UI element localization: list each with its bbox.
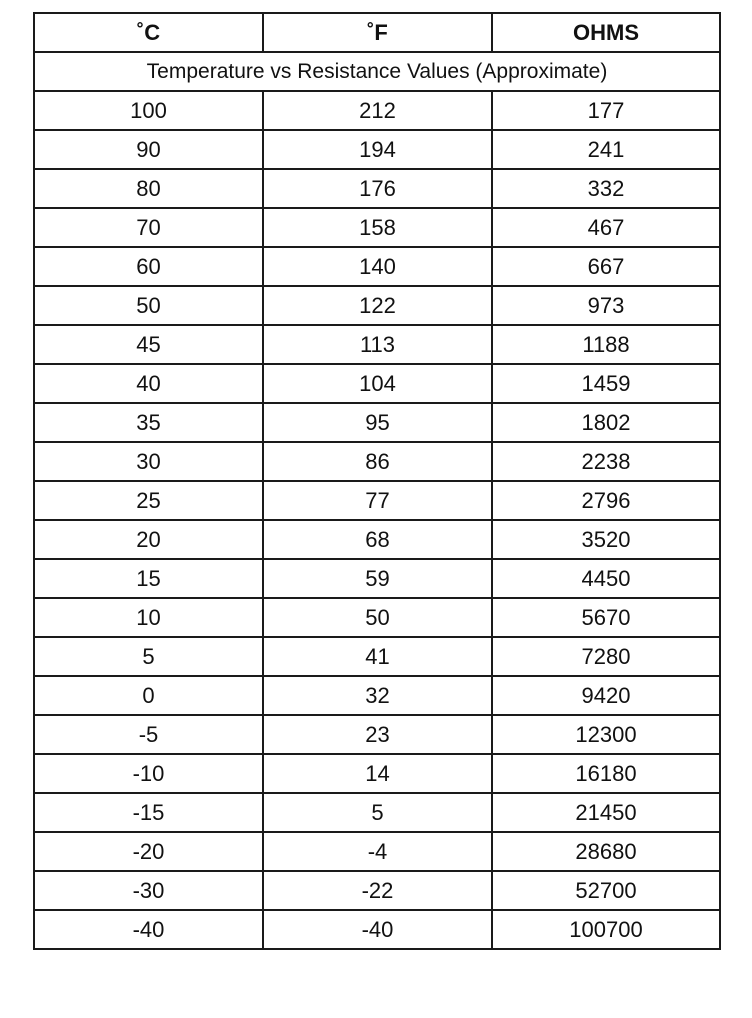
fahrenheit-cell: 194 bbox=[263, 130, 492, 169]
ohms-cell: 100700 bbox=[492, 910, 720, 949]
celsius-cell: 15 bbox=[34, 559, 263, 598]
celsius-cell: 100 bbox=[34, 91, 263, 130]
celsius-cell: -5 bbox=[34, 715, 263, 754]
celsius-cell: 90 bbox=[34, 130, 263, 169]
table-row bbox=[34, 364, 720, 403]
table-row bbox=[34, 325, 720, 364]
fahrenheit-cell: -40 bbox=[263, 910, 492, 949]
ohms-cell: 12300 bbox=[492, 715, 720, 754]
fahrenheit-cell: 212 bbox=[263, 91, 492, 130]
table-row bbox=[34, 598, 720, 637]
fahrenheit-cell: 59 bbox=[263, 559, 492, 598]
table-row bbox=[34, 559, 720, 598]
fahrenheit-cell: -22 bbox=[263, 871, 492, 910]
table-row bbox=[34, 832, 720, 871]
table-row bbox=[34, 169, 720, 208]
table-row bbox=[34, 91, 720, 130]
header-celsius: ˚C bbox=[34, 13, 263, 52]
table-body bbox=[34, 91, 720, 949]
ohms-cell: 3520 bbox=[492, 520, 720, 559]
fahrenheit-cell: 5 bbox=[263, 793, 492, 832]
table-caption: Temperature vs Resistance Values (Approximate) bbox=[34, 52, 720, 91]
table-row bbox=[34, 208, 720, 247]
ohms-cell: 667 bbox=[492, 247, 720, 286]
ohms-cell: 1188 bbox=[492, 325, 720, 364]
ohms-cell: 973 bbox=[492, 286, 720, 325]
celsius-cell: 25 bbox=[34, 481, 263, 520]
table-row bbox=[34, 403, 720, 442]
ohms-cell: 177 bbox=[492, 91, 720, 130]
ohms-cell: 332 bbox=[492, 169, 720, 208]
ohms-cell: 21450 bbox=[492, 793, 720, 832]
ohms-cell: 1802 bbox=[492, 403, 720, 442]
ohms-cell: 1459 bbox=[492, 364, 720, 403]
ohms-cell: 9420 bbox=[492, 676, 720, 715]
header-row bbox=[34, 13, 720, 52]
fahrenheit-cell: 176 bbox=[263, 169, 492, 208]
table-row bbox=[34, 637, 720, 676]
ohms-cell: 2238 bbox=[492, 442, 720, 481]
fahrenheit-cell: -4 bbox=[263, 832, 492, 871]
table-row bbox=[34, 910, 720, 949]
celsius-cell: 50 bbox=[34, 286, 263, 325]
fahrenheit-cell: 104 bbox=[263, 364, 492, 403]
fahrenheit-cell: 32 bbox=[263, 676, 492, 715]
fahrenheit-cell: 68 bbox=[263, 520, 492, 559]
ohms-cell: 467 bbox=[492, 208, 720, 247]
table-row bbox=[34, 793, 720, 832]
fahrenheit-cell: 86 bbox=[263, 442, 492, 481]
temperature-resistance-table bbox=[33, 12, 721, 950]
fahrenheit-cell: 140 bbox=[263, 247, 492, 286]
ohms-cell: 241 bbox=[492, 130, 720, 169]
fahrenheit-cell: 122 bbox=[263, 286, 492, 325]
celsius-cell: 35 bbox=[34, 403, 263, 442]
celsius-cell: 0 bbox=[34, 676, 263, 715]
header-ohms: OHMS bbox=[492, 13, 720, 52]
ohms-cell: 28680 bbox=[492, 832, 720, 871]
table-row bbox=[34, 676, 720, 715]
header-fahrenheit: ˚F bbox=[263, 13, 492, 52]
table-row bbox=[34, 442, 720, 481]
fahrenheit-cell: 113 bbox=[263, 325, 492, 364]
fahrenheit-cell: 23 bbox=[263, 715, 492, 754]
ohms-cell: 5670 bbox=[492, 598, 720, 637]
celsius-cell: 60 bbox=[34, 247, 263, 286]
celsius-cell: 5 bbox=[34, 637, 263, 676]
celsius-cell: 80 bbox=[34, 169, 263, 208]
celsius-cell: 10 bbox=[34, 598, 263, 637]
temperature-resistance-table-container bbox=[33, 12, 719, 950]
celsius-cell: 30 bbox=[34, 442, 263, 481]
caption-row bbox=[34, 52, 720, 91]
celsius-cell: 45 bbox=[34, 325, 263, 364]
table-row bbox=[34, 286, 720, 325]
celsius-cell: -10 bbox=[34, 754, 263, 793]
celsius-cell: 20 bbox=[34, 520, 263, 559]
table-row bbox=[34, 247, 720, 286]
table-row bbox=[34, 754, 720, 793]
ohms-cell: 4450 bbox=[492, 559, 720, 598]
table-row bbox=[34, 130, 720, 169]
fahrenheit-cell: 158 bbox=[263, 208, 492, 247]
fahrenheit-cell: 14 bbox=[263, 754, 492, 793]
table-row bbox=[34, 520, 720, 559]
ohms-cell: 2796 bbox=[492, 481, 720, 520]
celsius-cell: -40 bbox=[34, 910, 263, 949]
celsius-cell: 40 bbox=[34, 364, 263, 403]
fahrenheit-cell: 50 bbox=[263, 598, 492, 637]
table-row bbox=[34, 871, 720, 910]
celsius-cell: -15 bbox=[34, 793, 263, 832]
table-row bbox=[34, 481, 720, 520]
table-row bbox=[34, 715, 720, 754]
celsius-cell: -30 bbox=[34, 871, 263, 910]
fahrenheit-cell: 41 bbox=[263, 637, 492, 676]
fahrenheit-cell: 95 bbox=[263, 403, 492, 442]
celsius-cell: -20 bbox=[34, 832, 263, 871]
ohms-cell: 52700 bbox=[492, 871, 720, 910]
ohms-cell: 16180 bbox=[492, 754, 720, 793]
fahrenheit-cell: 77 bbox=[263, 481, 492, 520]
celsius-cell: 70 bbox=[34, 208, 263, 247]
ohms-cell: 7280 bbox=[492, 637, 720, 676]
